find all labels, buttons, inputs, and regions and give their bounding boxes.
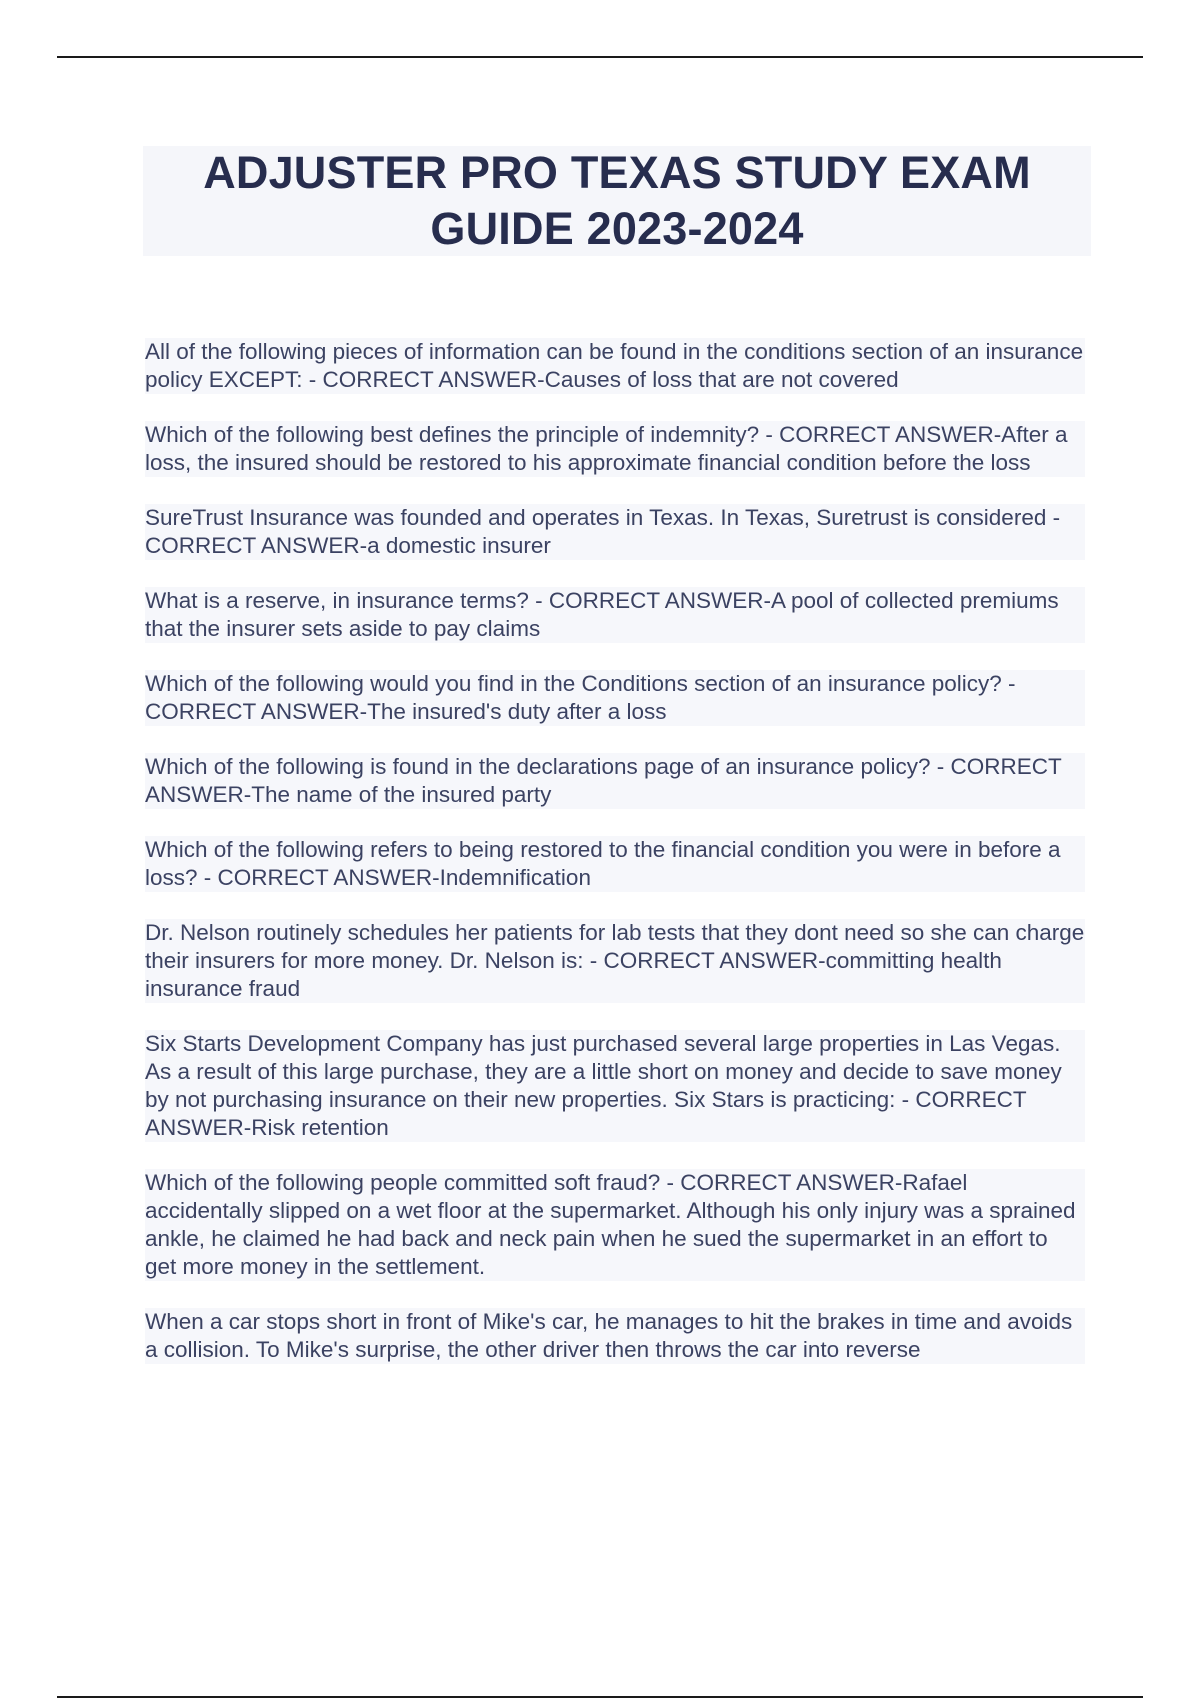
qa-item-1: All of the following pieces of information can be found in the conditions section of an insurance policy EXCEPT: - CORRECT ANSWER-Causes of loss that are not covered	[145, 339, 1084, 392]
qa-item-4: What is a reserve, in insurance terms? - CORRECT ANSWER-A pool of collected premiums that the insurer sets aside to pay claims	[145, 587, 1085, 643]
qa-item-6: Which of the following is found in the declarations page of an insurance policy? - CORRECT ANSWER-The name of the insured party	[145, 753, 1085, 809]
qa-item-7: Which of the following refers to being restored to the financial condition you were in before a loss? - CORRECT ANSWER-Indemnification	[145, 836, 1085, 892]
qa-item-10: Which of the following people committed soft fraud? - CORRECT ANSWER-Rafael accidentally slipped on a wet floor at the supermarket. Although his only injury was a sprained ankle, he claimed he had back and neck pain when he sued the supermarket in an effort to get more money in the settlement.	[145, 1169, 1085, 1281]
qa-item-9: Six Starts Development Company has just purchased several large properties in Las Vegas. As a result of this large purchase, they are a little short on money and decide to save money by not purchasing insurance on their new properties. Six Stars is practicing: - CORRECT ANSWER-Risk retention	[145, 1030, 1085, 1142]
qa-item-2: Which of the following best defines the principle of indemnity? - CORRECT ANSWER-After a loss, the insured should be restored to his approximate financial condition before the loss	[145, 421, 1085, 477]
qa-item-11: When a car stops short in front of Mike's car, he manages to hit the brakes in time and avoids a collision. To Mike's surprise, the other driver then throws the car into reverse	[145, 1308, 1085, 1364]
top-rule	[57, 56, 1143, 58]
bottom-rule	[57, 1696, 1143, 1698]
title-banner	[143, 146, 1091, 256]
qa-item-3: SureTrust Insurance was founded and operates in Texas. In Texas, Suretrust is considered - CORRECT ANSWER-a domestic insurer	[145, 504, 1085, 560]
qa-list	[145, 338, 1085, 1391]
qa-item-5: Which of the following would you find in the Conditions section of an insurance policy? - CORRECT ANSWER-The insured's duty after a loss	[145, 670, 1085, 726]
qa-item-8: Dr. Nelson routinely schedules her patients for lab tests that they dont need so she can charge their insurers for more money. Dr. Nelson is: - CORRECT ANSWER-committing health insurance fraud	[145, 920, 1085, 1001]
page-title: ADJUSTER PRO TEXAS STUDY EXAM GUIDE 2023-2024	[203, 147, 1031, 254]
